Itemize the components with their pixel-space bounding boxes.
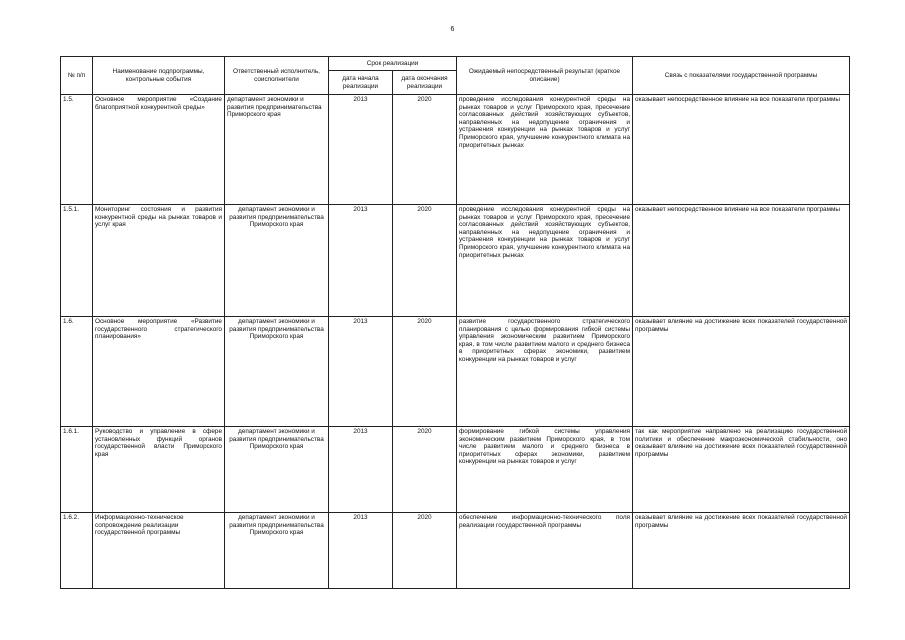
row-name: Основное мероприятие «Создание благоприятной конкурентной среды» — [93, 95, 225, 205]
page-number: 6 — [450, 26, 455, 33]
row-link: оказывает непосредственное влияние на все показатели программы — [633, 205, 850, 317]
row-start: 2013 — [329, 95, 393, 205]
row-num: 1.6.2. — [61, 513, 93, 589]
row-link: оказывает непосредственное влияние на все показатели программы — [633, 95, 850, 205]
row-responsible: департамент экономики и развития предпринимательства Приморского края — [225, 95, 329, 205]
row-num: 1.5. — [61, 95, 93, 205]
row-end: 2020 — [393, 427, 457, 513]
row-end: 2020 — [393, 205, 457, 317]
table-row — [61, 513, 850, 589]
table-row — [61, 427, 850, 513]
row-responsible: департамент экономики и развития предпринимательства Приморского края — [225, 513, 329, 589]
row-start: 2013 — [329, 427, 393, 513]
header-result: Ожидаемый непосредственный результат (краткое описание) — [457, 57, 633, 95]
header-responsible: Ответственный исполнитель, соисполнители — [225, 57, 329, 95]
row-num: 1.5.1. — [61, 205, 93, 317]
row-name: Мониторинг состояния и развития конкурентной среды на рынках товаров и услуг края — [93, 205, 225, 317]
row-start: 2013 — [329, 317, 393, 427]
header-name: Наименование подпрограммы, контрольные события — [93, 57, 225, 95]
row-link: оказывает влияние на достижение всех показателей государственной программы — [633, 317, 850, 427]
row-responsible: департамент экономики и развития предпринимательства Приморского края — [225, 427, 329, 513]
row-result: проведение исследования конкурентной среды на рынках товаров и услуг Приморского края, пресечение согласованных действий хозяйствующих субъектов, направленных на недопущение ограничения и устранения конкуренции на рынках товаров и услуг Приморского края, улучшение конкурентного климата на приоритетных рынках — [457, 95, 633, 205]
header-start: дата начала реализации — [329, 71, 393, 95]
header-num: № п/п — [61, 57, 93, 95]
row-start: 2013 — [329, 205, 393, 317]
header-link: Связь с показателями государственной программы — [633, 57, 850, 95]
table-row — [61, 205, 850, 317]
header-end: дата окончания реализации — [393, 71, 457, 95]
row-num: 1.6.1. — [61, 427, 93, 513]
row-start: 2013 — [329, 513, 393, 589]
row-responsible: департамент экономики и развития предпринимательства Приморского края — [225, 317, 329, 427]
header-period: Срок реализации — [329, 57, 457, 71]
row-link: так как мероприятие направлено на реализацию государственной политики и обеспечение макроэкономической стабильности, оно оказывает влияние на достижение всех показателей государственной программы — [633, 427, 850, 513]
row-result: обеспечение информационно-технического поля реализации государственной программы — [457, 513, 633, 589]
row-result: формирование гибкой системы управления экономическим развитием Приморского края, в том числе развитием малого и среднего бизнеса в приоритетных сферах экономики, развитием конкуренции на рынках товаров и услуг — [457, 427, 633, 513]
row-end: 2020 — [393, 513, 457, 589]
row-result: проведение исследования конкурентной среды на рынках товаров и услуг Приморского края, пресечение согласованных действий хозяйствующих субъектов, направленных на недопущение ограничения и устранения конкуренции на рынках товаров и услуг Приморского края, улучшение конкурентного климата на приоритетных рынках — [457, 205, 633, 317]
row-name: Основное мероприятие «Развитие государственного стратегического планирования» — [93, 317, 225, 427]
row-responsible: департамент экономики и развития предпринимательства Приморского края — [225, 205, 329, 317]
table-row — [61, 317, 850, 427]
row-name: Информационно-техническое сопровождение реализации государственной программы — [93, 513, 225, 589]
row-end: 2020 — [393, 95, 457, 205]
row-link: оказывает влияние на достижение всех показателей государственной программы — [633, 513, 850, 589]
table-row — [61, 95, 850, 205]
program-activities-table — [60, 56, 850, 589]
row-num: 1.6. — [61, 317, 93, 427]
row-name: Руководство и управление в сфере установленных функций органов государственной власти Приморского края — [93, 427, 225, 513]
row-result: развитие государственного стратегического планирования с целью формирования гибкой системы управления экономическим развитием Приморского края, в том числе развитием малого и среднего бизнеса в приоритетных сферах экономики, развитием конкуренции на рынках товаров и услуг — [457, 317, 633, 427]
row-end: 2020 — [393, 317, 457, 427]
